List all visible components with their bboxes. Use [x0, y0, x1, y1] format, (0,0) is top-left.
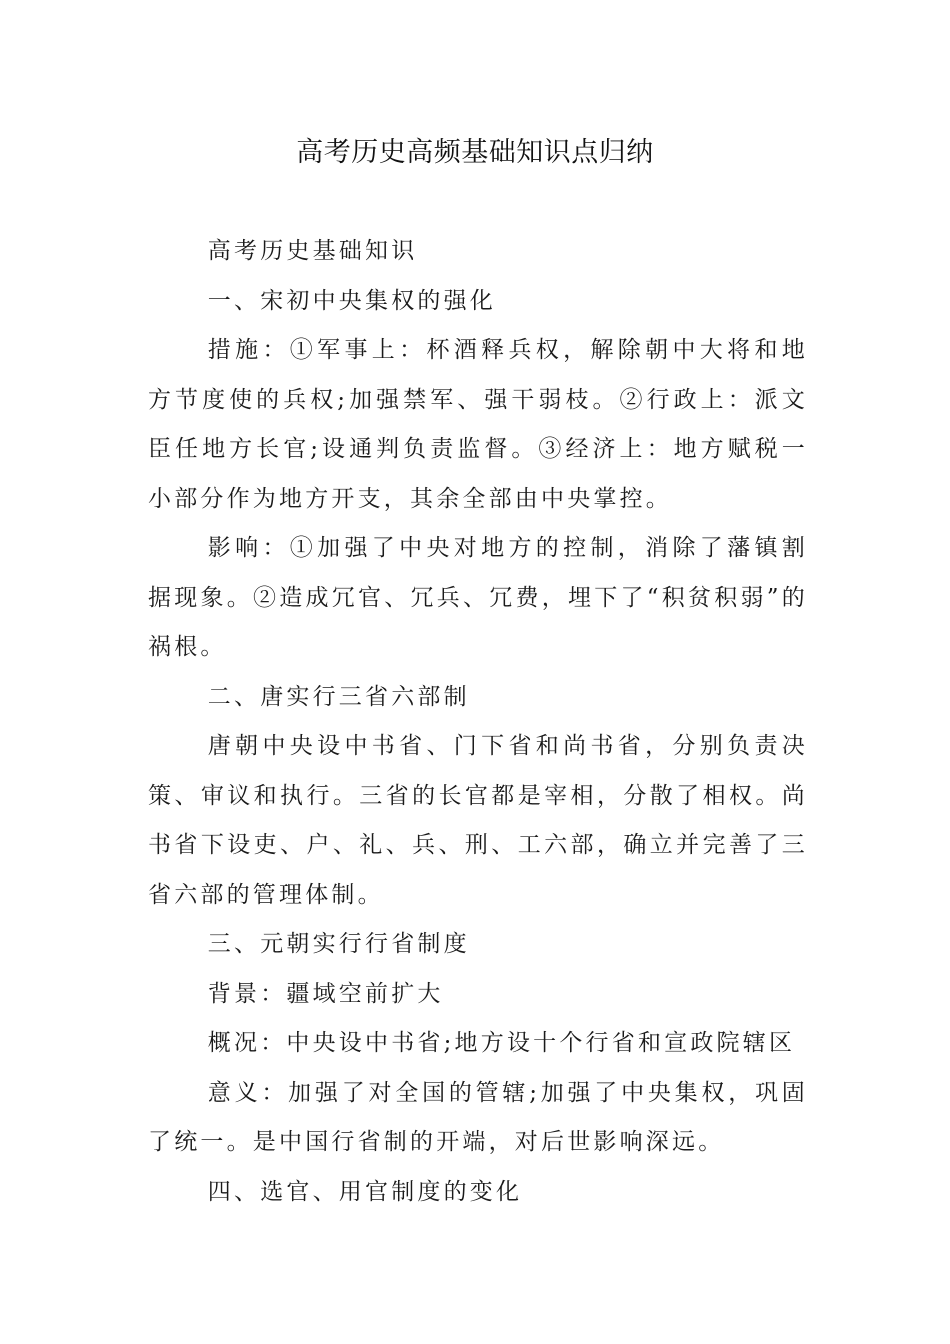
- document-title: 高考历史高频基础知识点归纳: [296, 137, 654, 168]
- paragraph-background: 背景：疆域空前扩大: [207, 980, 444, 1007]
- paragraph-significance: 意义：加强了对全国的管辖;加强了中央集权，巩固了统一。是中国行省制的开端，对后世影响深远。: [148, 1079, 808, 1155]
- section-heading-2: 二、唐实行三省六部制: [207, 683, 470, 710]
- paragraph-impact: 影响：①加强了中央对地方的控制，消除了藩镇割据现象。②造成冗官、冗兵、冗费，埋下了“积贫积弱”的祸根。: [148, 535, 808, 660]
- section-heading-3: 三、元朝实行行省制度: [207, 931, 470, 957]
- document-body: [148, 227, 808, 1217]
- section-heading-4: 四、选官、用官制度的变化: [207, 1178, 523, 1205]
- section-heading-1: 一、宋初中央集权的强化: [207, 287, 496, 314]
- paragraph-subtitle: 高考历史基础知识: [207, 238, 418, 264]
- paragraph-overview: 概况：中央设中书省;地方设十个行省和宣政院辖区: [207, 1030, 796, 1056]
- paragraph-three-departments: 唐朝中央设中书省、门下省和尚书省，分别负责决策、审议和执行。三省的长官都是宰相，分散了相权。尚书省下设吏、户、礼、兵、刑、工六部，确立并完善了三省六部的管理体制。: [148, 733, 808, 908]
- paragraph-measures: 措施：①军事上：杯酒释兵权，解除朝中大将和地方节度使的兵权;加强禁军、强干弱枝。②行政上：派文臣任地方长官;设通判负责监督。③经济上：地方赋税一小部分作为地方开支，其余全部由中央掌控。: [148, 337, 808, 512]
